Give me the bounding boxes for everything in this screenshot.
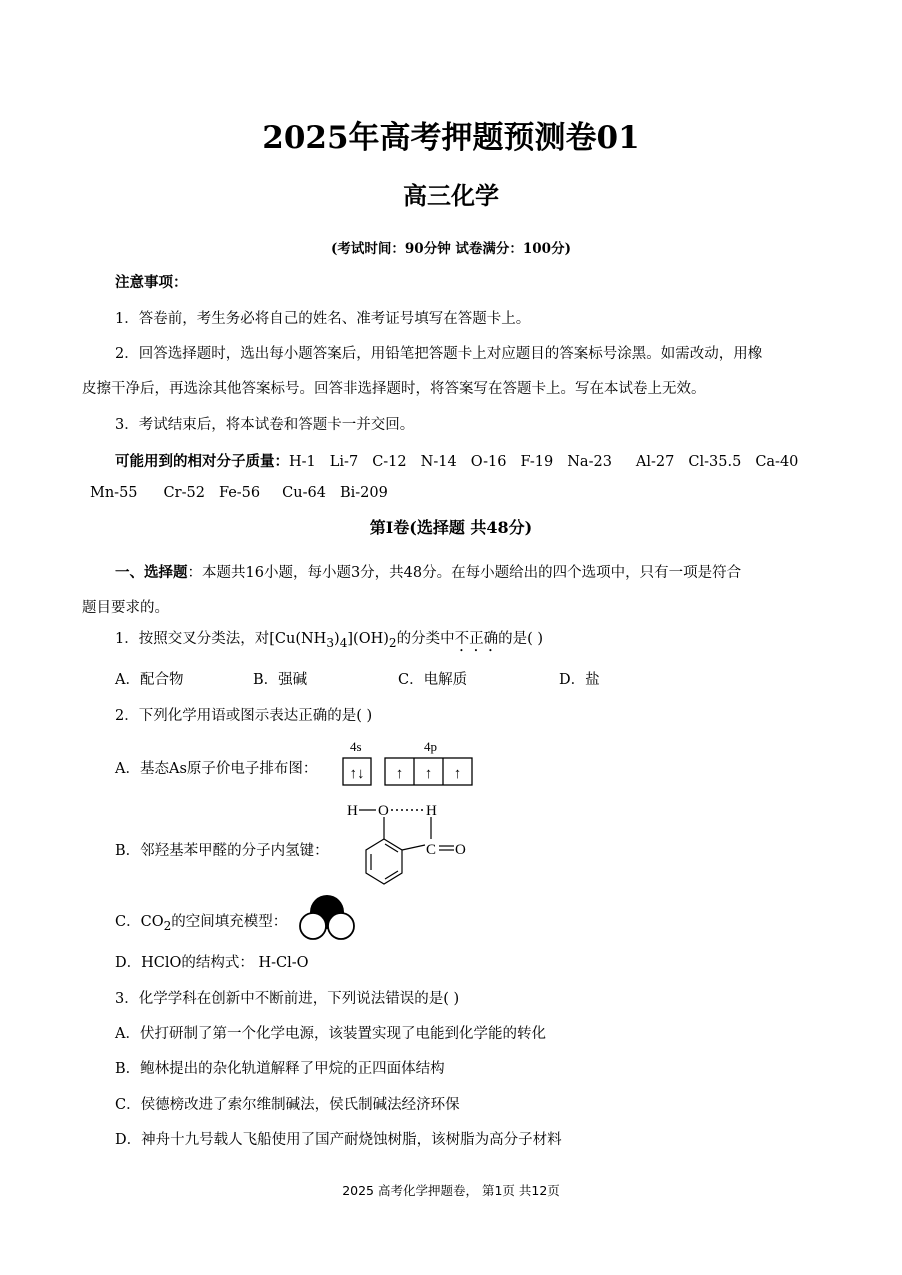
mass-item: F-19: [520, 454, 554, 470]
question-2-option-c: [115, 910, 287, 933]
q2-c-prefix: C．CO: [115, 914, 164, 930]
question-1-stem: [115, 627, 543, 655]
atom-h: H: [347, 803, 358, 819]
mass-item: Li-7: [329, 454, 359, 470]
notice-item-2-line-2: 皮擦干净后，再选涂其他答案标号。回答非选择题时，将答案写在答题卡上。写在本试卷上无效。: [82, 381, 706, 397]
q1-sub: 2: [388, 635, 397, 650]
orbital-arrow: ↑: [424, 766, 433, 782]
page-title: 2025年高考押题预测卷01: [262, 120, 640, 156]
mass-item: Cl-35.5: [688, 454, 742, 470]
question-3-option-b: B．鲍林提出的杂化轨道解释了甲烷的正四面体结构: [115, 1061, 445, 1077]
notice-heading: 注意事项：: [115, 274, 188, 291]
q1-mid: 的分类中: [396, 631, 455, 647]
mass-item: Na-23: [567, 454, 612, 470]
section-heading-label: 一、选择题: [115, 564, 188, 581]
question-3-option-d: D．神舟十九号载人飞船使用了国产耐烧蚀树脂，该树脂为高分子材料: [115, 1132, 562, 1148]
orbital-arrow: ↑↓: [349, 766, 365, 782]
orbital-label-4p: 4p: [424, 739, 437, 754]
question-2-option-a: A．基态As原子价电子排布图：: [115, 761, 318, 777]
question-1-option-b: B．强碱: [253, 672, 308, 688]
question-1-option-d: D．盐: [559, 672, 600, 688]
mass-item: H-1: [289, 454, 316, 470]
oxygen-atom: [328, 913, 354, 939]
q1-sub: 4: [339, 635, 348, 650]
section-heading-line-2: 题目要求的。: [82, 600, 169, 616]
mass-item: Cu-64: [282, 485, 326, 501]
q1-prefix: 1．按照交叉分类法，对: [115, 631, 270, 647]
question-3-stem: 3．化学学科在创新中不断前进，下列说法错误的是( ): [115, 991, 460, 1007]
section-heading-text: ：本题共16小题，每小题3分，共48分。在每小题给出的四个选项中，只有一项是符合: [187, 565, 742, 581]
question-1-option-c: C．电解质: [398, 672, 468, 688]
page-subtitle: 高三化学: [403, 181, 499, 210]
mass-item: Ca-40: [755, 454, 799, 470]
orbital-arrow: ↑: [395, 766, 404, 782]
section-title: 第Ⅰ卷(选择题 共48分): [369, 518, 533, 537]
mass-item: Cr-52: [163, 485, 205, 501]
atom-o: O: [378, 803, 389, 819]
q1-formula: ](OH): [347, 631, 389, 647]
notice-item-2-line-1: 2．回答选择题时，选出每小题答案后，用铅笔把答题卡上对应题目的答案标号涂黑。如需改动，用橡: [115, 346, 763, 362]
orbital-label-4s: 4s: [350, 739, 362, 754]
orbital-arrow: ↑: [453, 766, 462, 782]
q1-emphasis: 不正确: [454, 631, 499, 647]
question-3-option-a: A．伏打研制了第一个化学电源，该装置实现了电能到化学能的转化: [115, 1026, 546, 1042]
q1-formula: [Cu(NH: [269, 631, 327, 647]
question-2-stem: 2．下列化学用语或图示表达正确的是( ): [115, 708, 373, 724]
mass-item: N-14: [420, 454, 457, 470]
mass-item: Bi-209: [339, 485, 388, 501]
question-3-option-c: C．侯德榜改进了索尔维制碱法，侯氏制碱法经济环保: [115, 1097, 460, 1113]
notice-item-3: 3．考试结束后，将本试卷和答题卡一并交回。: [115, 417, 415, 433]
question-2-option-b: B．邻羟基苯甲醛的分子内氢键：: [115, 843, 329, 859]
masses-label: 可能用到的相对分子质量：: [115, 453, 289, 470]
co2-space-filling-model: [296, 893, 358, 941]
masses-row-1: [115, 450, 812, 471]
q1-formula: ): [334, 631, 340, 647]
q2-c-sub: 2: [163, 918, 172, 933]
exam-info: (考试时间：90分钟 试卷满分：100分): [331, 241, 571, 257]
q2-c-suffix: 的空间填充模型：: [171, 914, 288, 930]
atom-c: C: [426, 842, 437, 858]
mass-item: C-12: [372, 454, 407, 470]
question-1-option-a: A．配合物: [115, 672, 184, 688]
orbital-diagram: [340, 737, 480, 789]
mass-item: Fe-56: [218, 485, 261, 501]
oxygen-atom: [300, 913, 326, 939]
atom-o: O: [455, 842, 466, 858]
hydrogen-bond-structure: [340, 795, 480, 895]
masses-row-2: [90, 485, 402, 501]
q1-suffix: 的是( ): [498, 631, 544, 647]
mass-item: Al-27: [635, 454, 675, 470]
atom-h: H: [426, 803, 437, 819]
page-footer: 2025 高考化学押题卷， 第1页 共12页: [342, 1183, 560, 1198]
mass-item: Mn-55: [90, 485, 138, 501]
q1-sub: 3: [326, 635, 335, 650]
mass-item: O-16: [470, 454, 507, 470]
notice-item-1: 1．答卷前，考生务必将自己的姓名、准考证号填写在答题卡上。: [115, 311, 531, 327]
question-2-option-d: D．HClO的结构式： H-Cl-O: [115, 955, 309, 971]
section-heading-line-1: [115, 561, 741, 582]
